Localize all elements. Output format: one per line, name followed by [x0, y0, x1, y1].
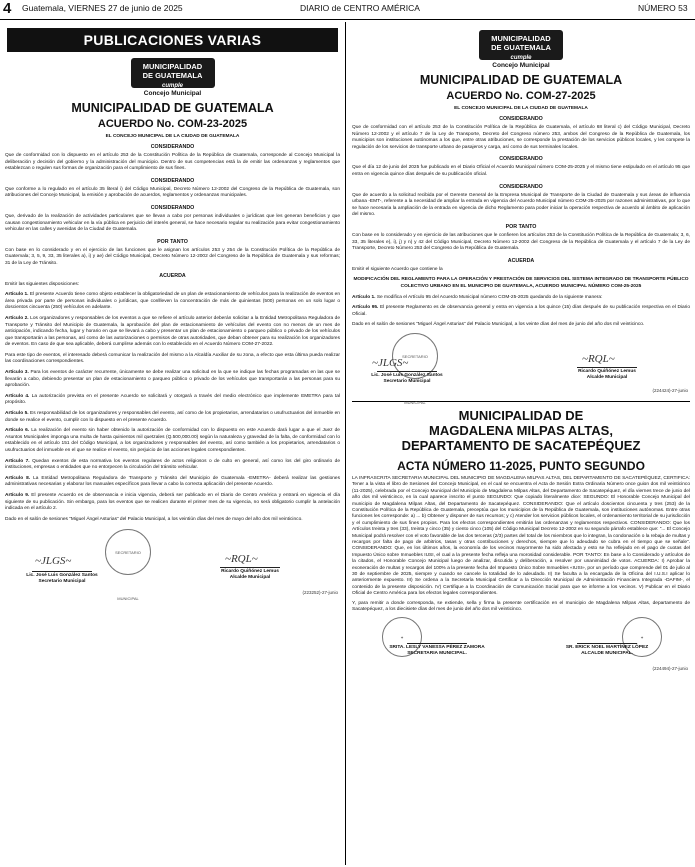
- signer-role: SECRETARIA MUNICIPAL.: [407, 651, 467, 657]
- article-heading: Artículo 7.: [5, 458, 30, 464]
- article-text: El presente Reglamento es de observancia general y entra en vigencia a los quince (15) días después de su publicación respectiva en el Diario Oficial.: [352, 305, 690, 317]
- handwritten-signature: ~RQL~: [582, 352, 615, 365]
- article-text: Se modifica el Artículo 95 del Acuerdo Municipal número COM-25-2025 quedando de la siguiente manera:: [376, 294, 603, 300]
- handwritten-signature: ~JLGS~: [372, 356, 409, 369]
- closing-text: Dado en el salón de sesiones “Miguel Ángel Asturias” del Palacio Municipal, a los veintiún días del mes de mayo del año dos mil veinticinco.: [5, 516, 303, 522]
- article-heading: Artículo 5.: [5, 411, 29, 417]
- article-text: Para los eventos de carácter recurrente, únicamente se debe realizar una solicitud en la que se indique las fechas programadas en las que se llevarán a cabo, debiendo presentar un plan de estacionamiento o parqueo público o privado de los vehículos que transportarán a las personas para su aprobación.: [5, 370, 340, 389]
- issue-date: Guatemala, VIERNES 27 de junio de 2025: [22, 3, 183, 13]
- article-text: El presente Acuerdo tiene como objeto establecer la obligatoriedad de un plan de estacionamiento de vehículos para la realización de eventos en área privada por parte de personas individuales o jurídicas, que conllleven la concentración de más de quinientas (500) personas en un solo lugar o doscientos cincuenta (250) vehículos en adelante.: [5, 292, 340, 311]
- article-heading: Artículo 1.: [5, 292, 29, 298]
- article-heading: Artículo 9.: [5, 492, 30, 498]
- acta-number: ACTA NÚMERO 11-2025, PUNTO SEGUNDO: [397, 458, 645, 473]
- article: [352, 305, 690, 318]
- article: [5, 316, 340, 349]
- article-text: El presente Acuerdo es de observancia e inicia vigencia, deberá ser publicado en el Diario de Centro América y entrará en vigencia el día siguiente de su publicación. Sin embargo, para los eventos que se realicen durante el primer mes de su vigencia, no será obligatorio cumplir la antelación indicada en el artículo 2.: [5, 492, 340, 512]
- article-heading: Artículo 4.: [5, 393, 30, 399]
- section-banner: PUBLICACIONES VARIAS: [7, 28, 338, 52]
- signer-role: Alcalde Municipal: [586, 374, 628, 380]
- considerando-heading: CONSIDERANDO: [499, 183, 543, 190]
- acuerda-heading: ACUERDA: [507, 257, 535, 264]
- publication-code: (223252)-27-junio: [302, 590, 338, 596]
- considerando-heading: CONSIDERANDO: [499, 116, 543, 122]
- logo-tag: cumple: [510, 55, 532, 61]
- portanto-heading: POR TANTO: [505, 223, 537, 230]
- newspaper-name: DIARIO de CENTRO AMÉRICA: [300, 3, 420, 13]
- paragraph: Que de conformidad con el artículo 253 de la Constitución Política de la República de Guatemala, el artículo 68 literal c) del Código Municipal, Decreto Número 12-2002 y el artículo 7 de la Ley de Transporte, Decreto del Congreso número 253, ambos del Congreso de la República de Guatemala, los municipios son instituciones autónomas a los que, entre otras atribuciones, se corresponde la prestación de los servicios públicos locales, y les compete la regulación de los servicios de transporte urbano de pasajeros y carga, así como de sus terminales locales.: [352, 125, 690, 150]
- concejo-heading: EL CONCEJO MUNICIPAL DE LA CIUDAD DE GUATEMALA: [454, 106, 588, 111]
- article-text: La autorización prevista en el presente Acuerdo se solicitará y otorgará a través del medio electrónico que implemente EMETRA para tal propósito.: [5, 393, 340, 406]
- considerando-heading: CONSIDERANDO: [150, 144, 195, 150]
- signer-role: ALCALDE MUNICIPAL.: [581, 651, 633, 657]
- signer-role: Secretario Municipal: [38, 579, 86, 585]
- paragraph: Con base en lo considerado y en ejercicio de las atribuciones que le confieren los artículos 253 de la Constitución Política de la República de Guatemala; 3, 6, 33, 35 literales e), i), j) y n) y 42 del Código Municipal, Decreto Número 12-2002 del Congreso de la República de Guatemala y el artículo 7 de la Ley de Transporte, Decreto Número 253 del Congreso de la República de Guatemala.: [352, 232, 690, 252]
- article-text: La realización del evento sin haber obtenido la autorización de conformidad con lo dispuesto en este Acuerdo dará lugar a que el Juez de Asuntos Municipales imponga una multa de hasta quinientos mil quetzales (Q.500,000.00) según la naturaleza y gravedad de la falta, de conformidad con lo establecido en el artículo 151 del Código Municipal, a los organizadores y responsables del evento, así como también a los propietarios, arrendatarios o usufructuarios del inmueble en el que se realice el evento, sin perjuicio de las acciones legales correspondientes.: [5, 428, 340, 453]
- municipality-logo: [131, 58, 215, 97]
- paragraph: Con base en lo considerado y en el ejercicio de las funciones que le asignan los artículos 253 y 254 de la Constitución Política de la República de Guatemala; 3, 5, 9, 33, 35 literales a), i) y ae) del Código Municipal, Decreto Número 12-2002 del Congreso de la República de Guatemala y sus reformas; 31 de la Ley de Tránsito.: [5, 247, 340, 266]
- signature-mayor: [542, 643, 672, 657]
- column-divider: [345, 22, 346, 865]
- signer-name: SRITA. LESLY VANESSA PÉREZ ZAMORA: [389, 645, 485, 651]
- modification-title: MODIFICACIÓN DEL REGLAMENTO PARA LA OPERACIÓN Y PRESTACIÓN DE SERVICIOS DEL SISTEMA INTEGRADO DE TRANSPORTE PÚBLICO COLECTIVO URBANO EN EL MUNICIPIO DE GUATEMALA, ACUERDO MUNICIPAL NÚMERO COM-25-2025: [353, 277, 689, 289]
- article: [5, 411, 340, 424]
- doc-title: MUNICIPALIDAD DE GUATEMALA: [71, 101, 274, 115]
- logo-tag: cumple: [161, 83, 183, 89]
- municipal-seal: SECRETARIO MUNICIPAL: [105, 529, 151, 575]
- paragraph: Que de conformidad con lo dispuesto en el artículo 253 de la Constitución Política de la República de Guatemala, corresponde al Concejo Municipal la deliberación y decisión del gobierno y la administración del municipio. Dentro de sus competencias está la de emitir las ordenanzas y reglamentos que establezcan o regulen sus formas de organización para el cumplimiento de sus fines.: [5, 153, 340, 172]
- signature-block: [5, 527, 340, 602]
- title-line: MAGDALENA MILPAS ALTAS,: [429, 422, 613, 438]
- title-line: DEPARTAMENTO DE SACATEPÉQUEZ: [401, 437, 641, 453]
- paragraph: Que, derivado de la realización de actividades particulares que se llevan a cabo por personas individuales o jurídicas que les generan beneficios y que causan congestionamiento vehicular en la vía pública en perjuicio del interés general, se hace necesario regular su realización para evitar congestionamiento vehicular en las calles y avenidas de la Ciudad de Guatemala.: [5, 213, 340, 233]
- logo-subtext: DE GUATEMALA: [491, 43, 551, 52]
- signer-role: Alcalde Municipal: [229, 575, 271, 581]
- article-text: La Entidad Metropolitana Reguladora de Transporte y Tránsito del Municipio de Guatemala -EMETRA- deberá realizar las gestiones administrativas necesarias y elaborar los manuales específicos para llevar a cabo la correcta aplicación del presente Acuerdo.: [5, 475, 340, 488]
- article-heading: Artículo 3.: [5, 370, 29, 376]
- article: [5, 459, 340, 472]
- article-heading: Artículo 2.: [5, 315, 29, 321]
- considerando-heading: CONSIDERANDO: [499, 156, 543, 163]
- article: [5, 394, 340, 407]
- handwritten-signature: ~JLGS~: [35, 555, 72, 568]
- article: [5, 476, 340, 489]
- article: [5, 428, 340, 454]
- logo-caption: Concejo Municipal: [492, 62, 550, 69]
- article: [5, 292, 340, 312]
- signature-mayor: [552, 367, 662, 381]
- title-line: MUNICIPALIDAD DE: [458, 407, 584, 423]
- paragraph: Que conforme a lo regulado en el artículo 35 literal i) del Código Municipal, Decreto Número 12-2002 del Congreso de la República de Guatemala, son atribuciones del Concejo Municipal, la emisión y aprobación de acuerdos, reglamentos y ordenanzas municipales.: [5, 186, 340, 199]
- acuerdo-number: ACUERDO No. COM-23-2025: [97, 118, 248, 130]
- logo-caption: Concejo Municipal: [143, 90, 202, 97]
- municipal-seal: ✦: [622, 617, 662, 657]
- article-heading: Artículo 6.: [5, 428, 30, 434]
- signature-block: [352, 617, 690, 671]
- logo-text: MUNICIPALIDAD: [491, 34, 551, 43]
- article-text: Quedan exentos de esta normativa los eventos regulares de actos religiosos o de culto en general, así como los del giro ordinario de instituciones, empresas o entidades que no entorpecen la circulación del tránsito vehicular.: [5, 458, 340, 471]
- concejo-heading: EL CONCEJO MUNICIPAL DE LA CIUDAD DE GUATEMALA: [105, 134, 240, 139]
- municipality-logo: [479, 30, 563, 69]
- publication-code: (224424)-27-junio: [652, 387, 688, 393]
- doc-title: MUNICIPALIDAD DE GUATEMALA: [419, 73, 623, 87]
- section-divider: [352, 401, 690, 402]
- signer-name: Ricardo Quiñónez Lemus: [578, 368, 636, 374]
- acuerda-heading: ACUERDA: [159, 272, 186, 279]
- article-heading: Artículo 8.: [5, 475, 31, 481]
- paragraph: Emitir el siguiente Acuerdo que contiene la: [352, 266, 443, 272]
- signature-block: [352, 333, 690, 405]
- signer-name: Lic. José Luis González Santos: [26, 573, 98, 579]
- publication-code: (224494)-27-junio: [652, 666, 688, 672]
- article: [352, 295, 690, 302]
- logo-text: MUNICIPALIDAD: [142, 62, 203, 71]
- portanto-heading: POR TANTO: [157, 238, 188, 245]
- article-text: Los organizadores y responsables de los eventos a que se refiere el artículo anterior deberán solicitar a la Entidad Metropolitana Reguladora de Transporte y Tránsito del Municipio de Guatemala, la aprobación del plan de estacionamiento de vehículos del evento con no menos de un mes de anticipación, indicando fecha, lugar y horario en que se llevará a cabo y presentar un plan de estacionamiento o parqueo público o privado de los vehículos que transportarán a las personas, así como de las autorizaciones o permisos de otras autoridades, que deban obtener para su realización los organizadores de eventos. En caso de que sea aplicable, deberá cumplirse además con lo establecido en el Acuerdo Número COM-27-2022.: [5, 315, 340, 348]
- municipal-seal: SECRETARIO MUNICIPAL: [392, 333, 438, 379]
- signer-name: Ricardo Quiñónez Lemus: [221, 569, 279, 575]
- article: [5, 493, 340, 513]
- signer-name: SR. ERICK NOEL MARTÍNEZ LÓPEZ: [565, 645, 649, 651]
- acuerdo-number: ACUERDO No. COM-27-2025: [446, 90, 596, 102]
- considerando-heading: CONSIDERANDO: [150, 204, 195, 211]
- municipal-seal: ✦: [382, 617, 422, 657]
- magdalena-title: [352, 408, 690, 453]
- signature-secretary: [372, 643, 502, 657]
- page-header: [0, 0, 695, 20]
- signature-secretary: [352, 371, 462, 385]
- logo-subtext: DE GUATEMALA: [142, 71, 203, 80]
- right-column: [352, 24, 690, 865]
- page-number: 4: [3, 0, 12, 17]
- signature-secretary: [7, 571, 117, 585]
- article-text: Es responsabilidad de los organizadores y responsables del evento, así como de los propietarios, arrendatarios o usufructuarios del inmueble en donde se realice el evento, cumplir con lo dispuesto en el presente Acuerdo.: [5, 411, 340, 423]
- paragraph: Para este tipo de eventos, el interesado deberá comunicar la realización del mismo a la Alcaldía Auxiliar de su zona, a efecto que esta última pueda realizar las coordinaciones correspondientes.: [5, 352, 340, 365]
- signature-mayor: [195, 567, 305, 581]
- article-heading: Artículo 1.: [352, 294, 376, 300]
- paragraph: Que el día 12 de junio del 2025 fue publicado en el Diario Oficial el Acuerdo Municipal número COM-25-2025 y el mismo tiene estipulado en el artículo 95 que entra en vigencia quince días después de su publicación oficial.: [352, 165, 690, 177]
- considerando-heading: CONSIDERANDO: [150, 177, 195, 184]
- paragraph: Que de acuerdo a la solicitud recibida por el Gerente General de la Empresa Municipal de Transporte de la Ciudad de Guatemala y sus áreas de influencia urbana -EMT-, referente a la necesidad de ampliar la entrada en vigencia del Acuerdo Municipal número COM-25-2025 por razones administrativas, por lo que se hace necesaria la ampliación de la entrada en vigencia de dicho Reglamento para poder iniciar la operación respectiva de acuerdo al ámbito de aplicación del mismo.: [352, 192, 690, 218]
- article-heading: Artículo 95.: [352, 305, 379, 311]
- paragraph: Emitir las siguientes disposiciones:: [5, 281, 80, 287]
- signer-role: Secretario Municipal: [383, 378, 431, 384]
- signer-name: Lic. José Luis González Santos: [371, 372, 443, 378]
- certification-text: LA INFRASCRITA SECRETARIA MUNICIPAL DEL MUNICIPIO DE MAGDALENA MILPAS ALTAS, DEL DEPARTAMENTO DE SACATEPÉQUEZ, CERTIFICA: Tener a la vista el libro de Sesiones del Concejo Municipal, en el cual se encuentra el Acta de Sesión Extra Ordinaria Número once guion dos mil veinticinco (11-2025), celebrada por el Concejo Municipal del Municipio de Magdalena Milpas Altas, del Departamento de Sacatepéquez, el día viernes trece de junio del año dos mil veinticinco, en la cual aparece inscrito el punto SEGUNDO: Que copiado literalmente dice: SEGUNDO: El Honorable Concejo Municipal del municipio de Magdalena Milpas Altas, del Departamento de Sacatepéquez. CONSIDERANDO: Que el artículo doscientos cincuenta y tres (253) de la Constitución Política de la República de Guatemala, preceptúa que los municipios de la República de Guatemala, son instituciones autónomas. Entre otras funciones les corresponde: a) ... b) Obtener y disponer de sus recursos; y c) Atender los servicios públicos locales, el ordenamiento territorial de su jurisdicción y el cumplimiento de sus fines propios. Para los efectos correspondientes emitirán las ordenanzas y reglamentos respectivos. CONSIDERANDO: Que los Artículos treinta y tres (33), treinta y cinco (35) y ciento cinco (105) del Código Municipal Decreto 12-2002 en su segundo párrafo establece que: “... El Concejo Municipal podrá resolver con el voto favorable de las dos terceras (2/3) partes del total de los miembros que lo integran, la condonación o la rebaja de multas y recargos por falta de pago de arbitrios, tasas y otras contribuciones y derechos, siempre que lo adeudado se cubra en el tiempo que se señale”. CONSIDERANDO: Que, en los últimos años, la economía de los vecinos mayormente ha sido afectada y esto se ha reflejado en el pago de cuotas del Impuesto Único sobre Inmuebles IUSI, el cual a la presente fecha refleja una morosidad considerable. POR TANTO: En base a lo Considerado y artículos de la citados, el Honorable Concejo Municipal luego de analizar, discutida y deliberación, a resolver por unanimidad de votos. ACUERDA: I) Aprobar la exoneración de multas y recargos del 100% a la presente fecha del Impuesto Único Sobre Inmuebles «IUSI», por un período que comprende del 01 de julio al 30 de septiembre de 2025, siempre y cuando se cancele la totalidad de lo adeudado. II) Se faculta a la encargada de la Oficina del I.U.S.I aplicar lo anteriormente expuesto. III) Se ordena a la Secretaría Municipal Certificar a la Dirección Municipal de Administración Financiera Integrada -DAFIM-, el contenido de la presente disposición. IV) Certifique a la Coordinación de Comunicación Social para que se informe a los vecinos. V) Publicar en el Diario Oficial de Centro América para los efectos legales correspondientes.: [352, 475, 690, 597]
- article: [5, 370, 340, 390]
- left-column: [5, 24, 340, 865]
- issue-number: NÚMERO 53: [638, 3, 688, 13]
- closing-text: Dado en el salón de sesiones “Miguel Ángel Asturias” del Palacio Municipal, a los veinte días del mes de junio del año dos mil veinticinco.: [352, 322, 645, 328]
- closing-text: Y, para remitir a donde corresponda, se extiende, sella y firma la presente certificación en el municipio de Magdalena Milpas Altas, departamento de Sacatepéquez, a los diecisiete días del mes de junio del año dos mil veinticinco.: [352, 600, 690, 612]
- handwritten-signature: ~RQL~: [225, 553, 258, 566]
